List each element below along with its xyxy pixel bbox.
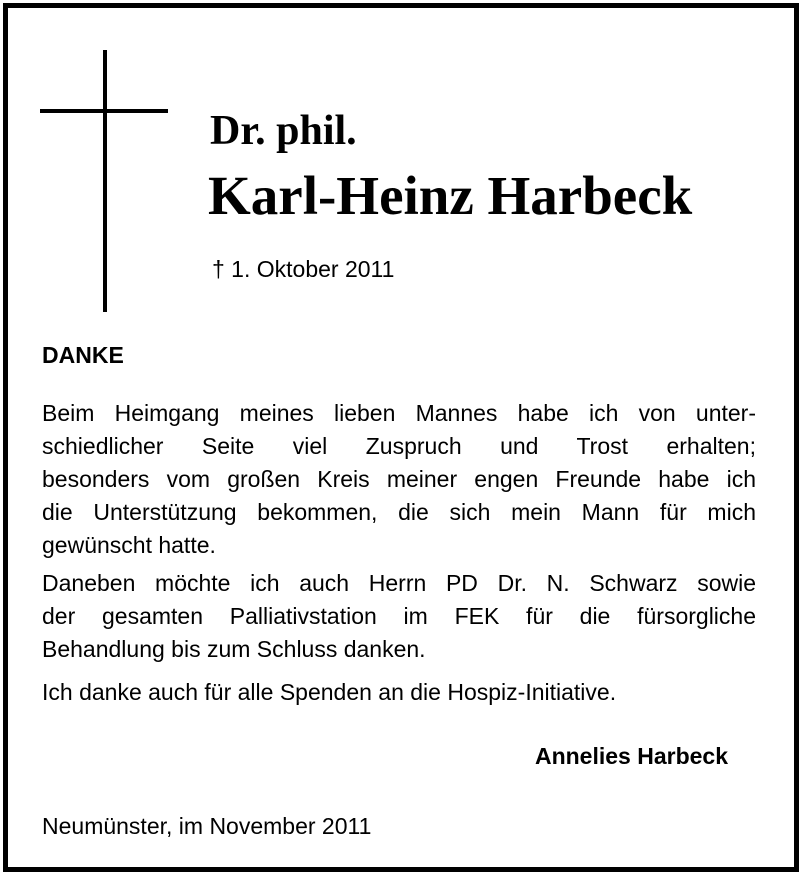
paragraph-line: der gesamten Palliativstation im FEK für die fürsorgliche — [42, 603, 756, 629]
paragraph-line: schiedlicher Seite viel Zuspruch und Trost erhalten; — [42, 433, 756, 459]
thanks-paragraph-3 — [42, 676, 756, 709]
death-date: † 1. Oktober 2011 — [212, 256, 395, 282]
paragraph-line: Behandlung bis zum Schluss danken. — [42, 636, 426, 662]
cross-icon — [103, 50, 107, 312]
thanks-paragraph-2 — [42, 567, 756, 666]
paragraph-line: gewünscht hatte. — [42, 532, 216, 558]
notice-heading: DANKE — [42, 342, 124, 368]
place-and-date: Neumünster, im November 2011 — [42, 813, 372, 839]
academic-title: Dr. phil. — [210, 108, 357, 154]
paragraph-line: die Unterstützung bekommen, die sich mein Mann für mich — [42, 499, 756, 525]
paragraph-line: besonders vom großen Kreis meiner engen Freunde habe ich — [42, 466, 756, 492]
paragraph-line: Ich danke auch für alle Spenden an die Hospiz-Initiative. — [42, 679, 617, 705]
cross-icon-bar — [40, 109, 168, 113]
paragraph-line: Beim Heimgang meines lieben Mannes habe ich von unter- — [42, 400, 756, 426]
thanks-paragraph-1 — [42, 397, 756, 562]
signature-name: Annelies Harbeck — [534, 743, 728, 769]
deceased-name: Karl-Heinz Harbeck — [208, 165, 693, 226]
paragraph-line: Daneben möchte ich auch Herrn PD Dr. N. Schwarz sowie — [42, 570, 756, 596]
